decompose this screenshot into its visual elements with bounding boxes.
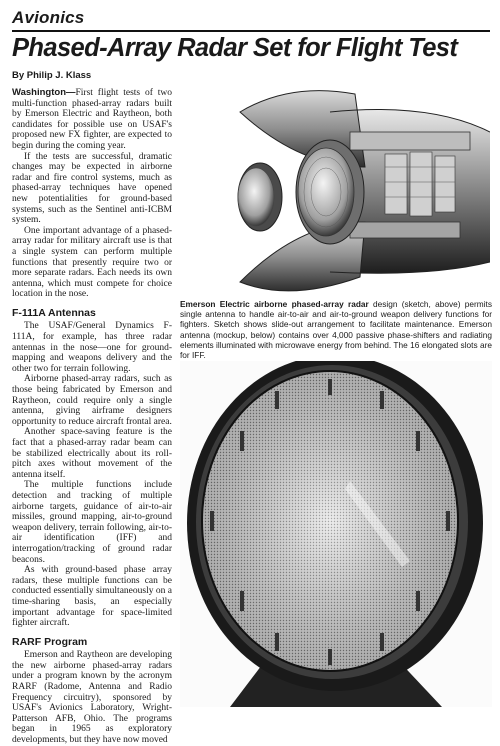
subhead-rarf: RARF Program [12,635,88,648]
paragraph-8: As with ground-based phase array radars, these multiple functions can be conducted essentially simultaneously on a time-sharing basis, an especially important advantage for space-limited fighter aircraft. [12,565,172,629]
paragraph-7: The multiple functions include detection and tracking of multiple airborne targets, guidance of air-to-air missiles, ground mapping, air-to-ground weapon delivery, terrain following, air-to-air identification (IFF) and interrogation/tracking of ground radar beacons. [12,480,172,565]
antenna-mockup-photo [180,361,492,707]
body-column [12,88,172,746]
paragraph-6: Another space-saving feature is the fact that a phased-array radar beam can be stabilized electrically about its roll-pitch axes without movement of the antenna itself. [12,427,172,480]
paragraph-2: If the tests are successful, dramatic changes may be expected in airborne radar and fire control systems, much as phased-array techniques have opened new potentialities for ground-based systems, such as the Sentinel anti-ICBM system. [12,151,172,226]
paragraph-1 [12,88,172,152]
subhead-f111a: F-111A Antennas [12,306,96,319]
paragraph-1-text: First flight tests of two multi-function phased-array radars built by Emerson Electric and Raytheon, both candidates for possible use on USAF's proposed new FX fighter, are expected to begin during the coming year. [12,88,172,151]
section-label: Avionics [12,8,85,27]
radar-sketch-drawing [180,72,490,294]
radar-cutaway-sketch [180,72,490,294]
paragraph-9: Emerson and Raytheon are developing the new airborne phased-array radars under a program known by the acronym RARF (Radome, Antenna and Radio Frequency circuitry), sponsored by USAF's Avionics Laboratory, Wright-Patterson AFB, Ohio. The programs began in 1965 as exploratory developments, but they have now moved [12,650,172,746]
paragraph-3: One important advantage of a phased-array radar for military aircraft use is that a single system can perform multiple functions that presently require two or more separate radars. Each needs its own antenna, which must compete for choice location in the nose. [12,225,172,300]
antenna-mockup-drawing [180,361,492,707]
article-title: Phased-Array Radar Set for Flight Test [12,34,458,62]
paragraph-5: Airborne phased-array radars, such as those being fabricated by Emerson and Raytheon, could require only a single antenna, giving airframe designers opportunity to reduce aircraft frontal area. [12,374,172,427]
caption-bold: Emerson Electric airborne phased-array radar [180,299,369,309]
dateline: Washington— [12,87,76,98]
header-rule [12,30,490,32]
paragraph-4: The USAF/General Dynamics F-111A, for example, has three radar antennas in the nose—one for ground-mapping and weapons delivery and the other two for terrain following. [12,321,172,374]
figure-caption [180,299,492,360]
caption-text: design (sketch, above) permits single antenna to handle air-to-air and air-to-ground weapon delivery functions for fighters. Sketch shows slide-out arrangement to facilitate maintenance. Emerson antenna (mockup, below) contains over 4,000 passive phase-shifters and radiating elements illuminated with microwave energy from behind. The 16 elongated slots are for IFF. [180,299,492,361]
byline: By Philip J. Klass [12,70,92,81]
